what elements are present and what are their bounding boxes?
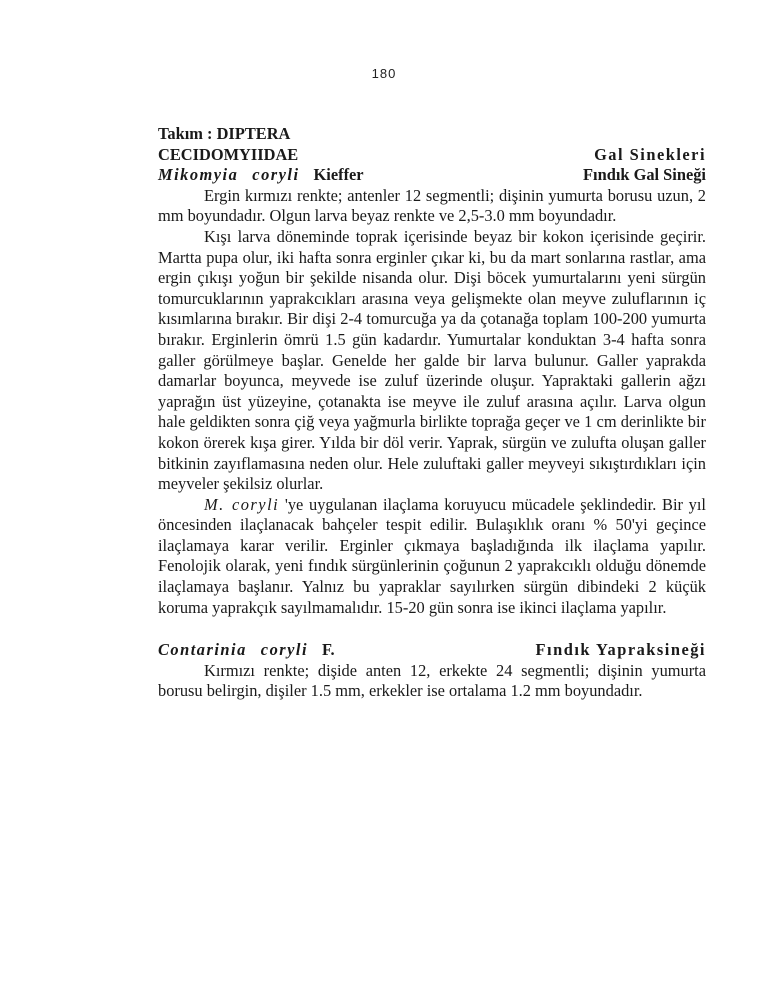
species1-control-text: 'ye uygulanan ilaçlama koruyucu mücadele şeklindedir. Bir yıl öncesinden ilaçlanacak bahçeler tespit edilir. Bulaşıklık oranı % 50'yi geçince ilaçlamaya karar verilir. Erginler çıkmaya başladığında ilk ilaçlama yapılır. Fenolojik olarak, yeni fındık sürgünlerinin çoğunun 2 yaprakcıklı olduğu dönemde ilaçlamaya başlanır. Yalnız bu yapraklar sayılırken sürgün dibindeki 2 küçük koruma yaprakçık sayılmamalıdır. 15-20 gün sonra ise ikinci ilaçlama yapılır.: [158, 494, 706, 617]
order-heading: [158, 124, 706, 145]
species1-description: Ergin kırmızı renkte; antenler 12 segmentli; dişinin yumurta borusu uzun, 2 mm boyundadır. Olgun larva beyaz renkte ve 2,5-3.0 mm boyundadır.: [158, 185, 706, 226]
family-name: CECIDOMYIIDAE: [158, 144, 299, 164]
species1-common-name: Fındık Gal Sineği: [583, 165, 706, 185]
species1-author: Kieffer: [313, 165, 364, 185]
page-number: 180: [371, 66, 397, 81]
species2-genus: Contarinia: [158, 640, 247, 660]
species1-heading: [158, 165, 706, 186]
species2-epithet: coryli: [260, 640, 309, 660]
control-species-ref: M. coryli: [204, 494, 280, 514]
species1-epithet: coryli: [252, 165, 300, 185]
species1-control: [158, 495, 706, 619]
species2-heading: [158, 640, 706, 661]
family-heading: [158, 145, 706, 166]
species2-author: F.: [322, 640, 335, 660]
section-gap: [158, 618, 706, 640]
species2-name: [158, 640, 349, 661]
page-content: [158, 124, 706, 702]
order-line: Takım : DIPTERA: [158, 124, 291, 143]
family-common-name: Gal Sinekleri: [594, 144, 706, 164]
species1-biology: Kışı larva döneminde toprak içerisinde beyaz bir kokon içerisinde geçirir. Martta pupa olur, iki hafta sonra erginler çıkar ki, bu da mart sonlarına rastlar, ama ergin çıkışı yoğun bir şekilde nisanda olur. Dişi böcek yumurtalarını yeni sürgün tomurcuklarının yaprakcıkları arasına veya gelişmekte olan meyve zuluflarının iç kısımlarına bırakır. Bir dişi 2-4 tomurcuğa ya da çotanağa toplam 100-200 yumurta bırakır. Erginlerin ömrü 1.5 gün kadardır. Yumurtalar konduktan 3-4 hafta sonra galler görülmeye başlar. Genelde her galde bir larva bulunur. Galler yaprakda damarlar boyunca, meyvede ise zuluf üzerinde oluşur. Yapraktaki gallerin ağzı yaprağın üst yüzeyine, çotanakta ise meyve ile zuluf arasına açılır. Larva olgun hale geldikten sonra çiğ veya yağmurla birlikte toprağa geçer ve 1 cm derinlikte bir kokon örerek kışa girer. Yılda bir döl verir. Yaprak, sürgün ve zulufta oluşan galler bitkinin zayıflamasına neden olur. Hele zuluftaki galler meyveyi sıkıştırdıkları için meyveler şekilsiz olurlar.: [158, 226, 706, 494]
species2-description: Kırmızı renkte; dişide anten 12, erkekte 24 segmentli; dişinin yumurta borusu belirgin, dişiler 1.5 mm, erkekler ise ortalama 1.2 mm boyundadır.: [158, 660, 706, 701]
species1-name: [158, 165, 378, 186]
species1-genus: Mikomyia: [158, 165, 239, 185]
species2-common-name: Fındık Yapraksineği: [535, 640, 706, 660]
